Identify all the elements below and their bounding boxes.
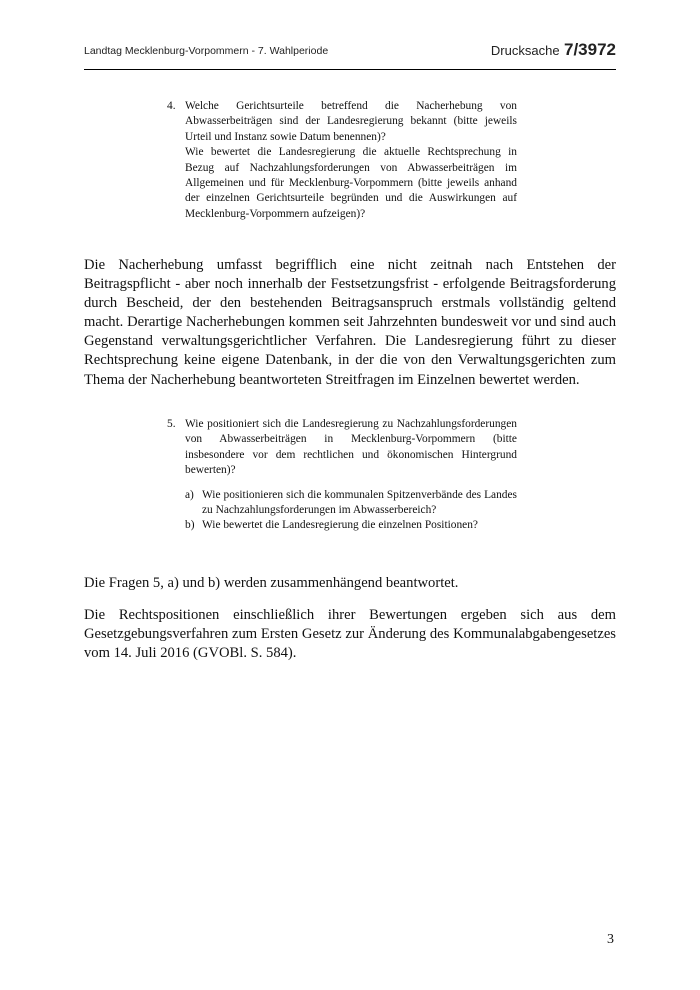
answer-5: Die Rechtspositionen einschließlich ihrer Bewertungen ergeben sich aus dem Gesetzgebungsverfahren zum Ersten Gesetz zur Änderung des Kommunalabgabengesetzes vom 14. Juli 2016 (GVOBl. S. 584). [84, 607, 616, 662]
header-rule [84, 69, 616, 70]
question-5a-letter: a) [185, 488, 194, 501]
question-5a [185, 488, 517, 519]
question-4-text: Welche Gerichtsurteile betreffend die Nacherhebung von Abwasserbeiträgen sind der Landesregierung bekannt (bitte jeweils Urteil und Instanz sowie Datum benennen)? [185, 100, 517, 143]
document-number: 7/3972 [564, 40, 616, 59]
header-document-number [491, 40, 616, 60]
question-5a-text: Wie positionieren sich die kommunalen Spitzenverbände des Landes zu Nachzahlungsforderungen im Abwasserbereich? [202, 488, 517, 517]
question-4-number: 4. [167, 100, 176, 112]
answer-5-intro: Die Fragen 5, a) und b) werden zusammenhängend beantwortet. [84, 575, 459, 591]
question-4-text-2: Wie bewertet die Landesregierung die aktuelle Rechtsprechung in Bezug auf Nachzahlungsforderungen von Abwasserbeiträgen im Allgemeinen und für Mecklenburg-Vorpommern (bitte jeweils anhand der einzelnen Gerichtsurteile begründen und die Auswirkungen auf Mecklenburg-Vorpommern aufzeigen)? [185, 146, 517, 220]
answer-4: Die Nacherhebung umfasst begrifflich eine nicht zeitnah nach Entstehen der Beitragspflicht - aber noch innerhalb der Festsetzungsfrist - erfolgende Beitragsforderung durch Bescheid, der den bestehenden Beitragsanspruch erstmals vollständig geltend macht. Derartige Nacherhebungen kommen seit Jahrzehnten bundesweit vor und sind auch Gegenstand verwaltungsgerichtlicher Verfahren. Die Landesregierung führt zu dieser Rechtsprechung keine eigene Datenbank, in der die von den Verwaltungsgerichten zum Thema der Nacherhebung beantworteten Streitfragen im Einzelnen bewertet werden. [84, 257, 616, 388]
question-5b-letter: b) [185, 519, 195, 532]
document-label: Drucksache [490, 43, 560, 58]
question-5-text: Wie positioniert sich die Landesregierung zu Nachzahlungsforderungen von Abwasserbeiträgen in Mecklenburg-Vorpommern (bitte insbesondere vor dem rechtlichen und ökonomischen Hintergrund bewerten)? [185, 418, 517, 477]
question-5b [185, 518, 517, 533]
question-4 [167, 99, 517, 222]
header-parliament: Landtag Mecklenburg-Vorpommern - 7. Wahlperiode [84, 45, 329, 57]
question-5 [167, 417, 517, 534]
question-5b-text: Wie bewertet die Landesregierung die einzelnen Positionen? [202, 519, 478, 532]
question-5-number: 5. [167, 418, 176, 430]
page-number: 3 [607, 932, 614, 947]
